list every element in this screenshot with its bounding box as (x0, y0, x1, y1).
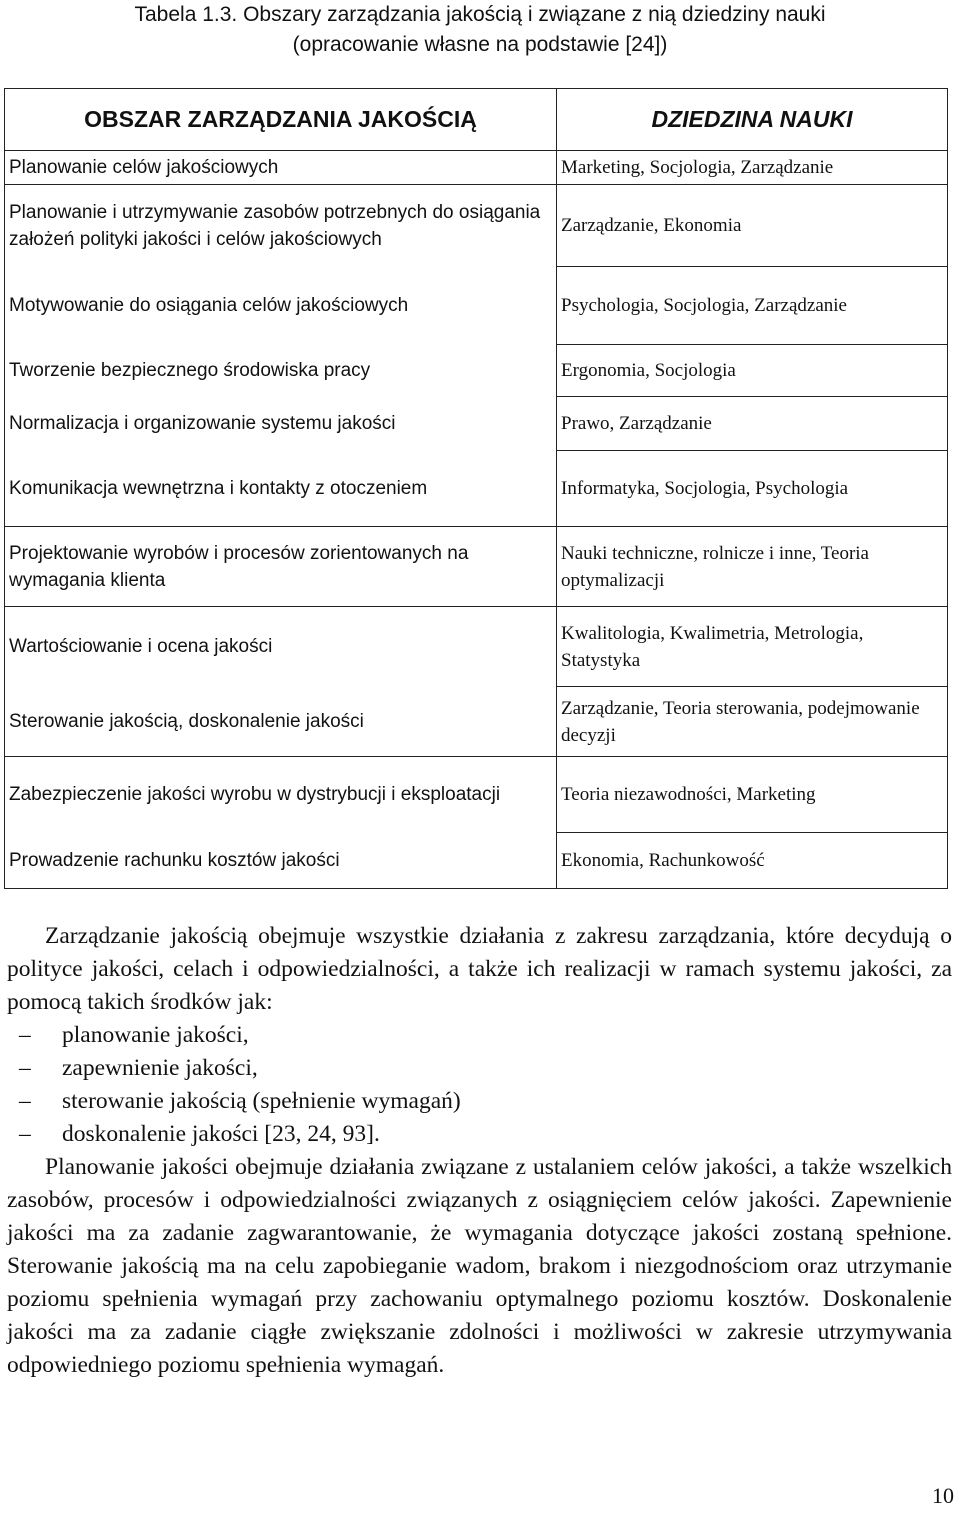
table-header-area: OBSZAR ZARZĄDZANIA JAKOŚCIĄ (5, 89, 557, 151)
list-item-text: sterowanie jakością (spełnienie wymagań) (62, 1088, 461, 1114)
page-number: 10 (932, 1483, 954, 1508)
table-cell-field: Prawo, Zarządzanie (557, 397, 948, 451)
table-cell-area: Prowadzenie rachunku kosztów jakości (5, 833, 557, 889)
quality-areas-table (4, 88, 948, 889)
table-cell-area: Normalizacja i organizowanie systemu jakości (5, 397, 557, 451)
table-cell-area: Projektowanie wyrobów i procesów zorientowanych na wymagania klienta (5, 527, 557, 607)
paragraph: Planowanie jakości obejmuje działania związane z ustalaniem celów jakości, a także wszelkich zasobów, procesów i odpowiedzialności związanych z osiągnięciem celów jakości. Zapewnienie jakości ma za zadanie zagwarantowanie, że wymagania dotyczące jakości zostaną spełnione. Sterowanie jakością ma na celu zapobieganie wadom, brakom i niezgodnościom oraz utrzymanie poziomu spełnienia wymagań przy zachowaniu optymalnego poziomu kosztów. Doskonalenie jakości ma za zadanie ciągłe zwiększanie zdolności i możliwości w zakresie utrzymywania odpowiedniego poziomu spełnienia wymagań. (7, 1154, 952, 1378)
caption-line-1: Tabela 1.3. Obszary zarządzania jakością i związane z nią dziedziny nauki (134, 3, 826, 26)
dash-icon: – (19, 1121, 31, 1147)
list-item (7, 1085, 952, 1118)
table-cell-area: Planowanie celów jakościowych (5, 151, 557, 185)
list-item (7, 1118, 952, 1151)
table-cell-field: Ergonomia, Socjologia (557, 345, 948, 397)
table-cell-field: Informatyka, Socjologia, Psychologia (557, 451, 948, 527)
list-item-text: planowanie jakości, (62, 1022, 249, 1048)
table-cell-area: Komunikacja wewnętrzna i kontakty z otoczeniem (5, 451, 557, 527)
table-caption (0, 0, 960, 60)
table-cell-field: Nauki techniczne, rolnicze i inne, Teoria optymalizacji (557, 527, 948, 607)
list-item (7, 1052, 952, 1085)
table-cell-area: Tworzenie bezpiecznego środowiska pracy (5, 345, 557, 397)
list-item-text: doskonalenie jakości [23, 24, 93]. (62, 1121, 380, 1147)
means-list (7, 1019, 952, 1151)
table-cell-field: Ekonomia, Rachunkowość (557, 833, 948, 889)
table-header-field: DZIEDZINA NAUKI (557, 89, 948, 151)
list-item (7, 1019, 952, 1052)
table-cell-field: Teoria niezawodności, Marketing (557, 757, 948, 833)
table-cell-field: Zarządzanie, Ekonomia (557, 185, 948, 267)
table-cell-field: Marketing, Socjologia, Zarządzanie (557, 151, 948, 185)
dash-icon: – (19, 1022, 31, 1048)
dash-icon: – (19, 1055, 31, 1081)
body-text (7, 920, 952, 1382)
paragraph: Zarządzanie jakością obejmuje wszystkie działania z zakresu zarządzania, które decydują o polityce jakości, celach i odpowiedzialności, a także ich realizacji w ramach systemu jakości, za pomocą takich środków jak: (7, 923, 952, 1015)
dash-icon: – (19, 1088, 31, 1114)
table-cell-area: Motywowanie do osiągania celów jakościowych (5, 267, 557, 345)
table-cell-area: Sterowanie jakością, doskonalenie jakości (5, 687, 557, 757)
table-cell-field: Kwalitologia, Kwalimetria, Metrologia, Statystyka (557, 607, 948, 687)
list-item-text: zapewnienie jakości, (62, 1055, 258, 1081)
table-cell-field: Psychologia, Socjologia, Zarządzanie (557, 267, 948, 345)
caption-line-2: (opracowanie własne na podstawie [24]) (292, 33, 668, 56)
table-cell-area: Planowanie i utrzymywanie zasobów potrzebnych do osiągania założeń polityki jakości i celów jakościowych (5, 185, 557, 267)
table-cell-area: Wartościowanie i ocena jakości (5, 607, 557, 687)
table-cell-field: Zarządzanie, Teoria sterowania, podejmowanie decyzji (557, 687, 948, 757)
table-cell-area: Zabezpieczenie jakości wyrobu w dystrybucji i eksploatacji (5, 757, 557, 833)
